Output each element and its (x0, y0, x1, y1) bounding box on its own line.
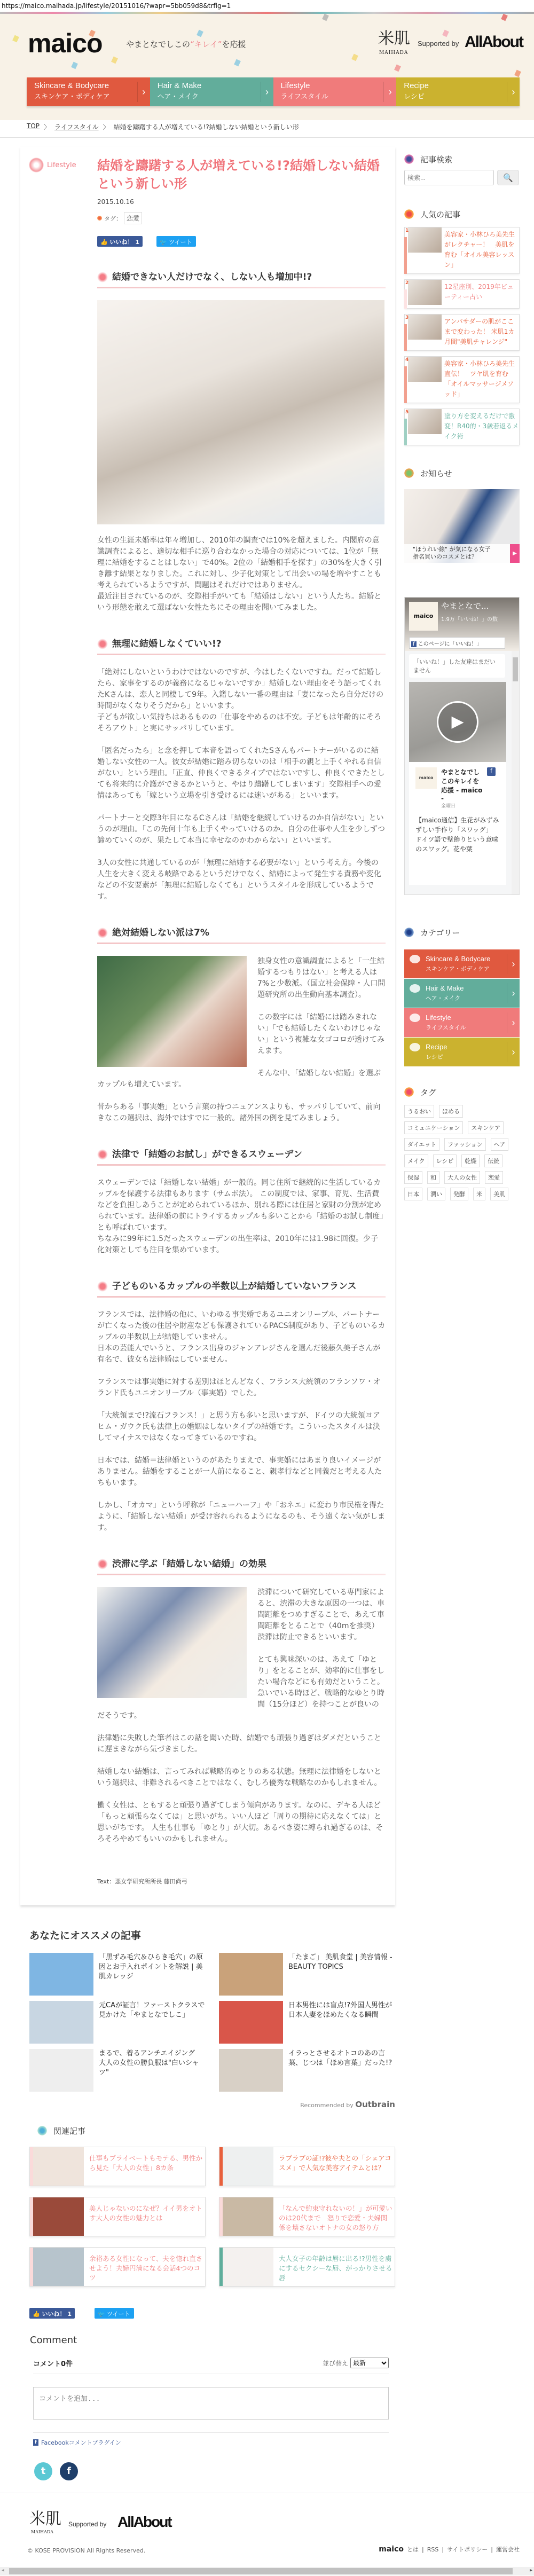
facebook-page-name[interactable]: やまとなで... (441, 601, 489, 611)
tag-icon (97, 216, 102, 221)
tag-link[interactable]: メイク (404, 1155, 428, 1167)
recommended-section (29, 1928, 395, 2092)
tag-link[interactable]: レシピ (433, 1155, 457, 1167)
chevron-right-icon: › (383, 82, 396, 102)
nav-tab-ja: レシピ (404, 92, 425, 100)
comment-count: コメント0件 (33, 2360, 73, 2368)
recommended-item[interactable] (219, 2049, 395, 2092)
category-en: Recipe (426, 1043, 447, 1051)
confetti (351, 54, 358, 61)
tag-link[interactable]: ヘア (491, 1138, 509, 1151)
related-item[interactable] (29, 2197, 206, 2236)
horizontal-scrollbar[interactable] (0, 2567, 534, 2575)
paragraph: 昔からある「事実婚」という言葉の持つニュアンスよりも、サッパリしていて、前向きなこの選択は、海外ではすでに一般的。諸外国の例を見てみましょう。 (97, 1103, 381, 1122)
chevron-right-icon: › (137, 82, 150, 102)
paragraph: そんな中、「結婚しない結婚」を選ぶカップルも増えています。 (97, 1069, 381, 1089)
recommended-item[interactable] (29, 1953, 206, 1996)
footer-link-maico[interactable]: maico (379, 2545, 404, 2554)
news-heading: お知らせ (404, 467, 520, 480)
paragraph: 渋滞について研究している専門家によると、渋滞の大きな原因の一つは、車間距離をつめすぎることで、あえて車間距離をとることで（40mを推奨）渋滞は防止できるといいます。 (257, 1588, 384, 1642)
comment-sort (323, 2358, 389, 2368)
dot-icon (37, 2126, 47, 2135)
post-author[interactable]: やまとなでしこのキレイを応援 - maico - 金曜日 (441, 768, 483, 809)
comment-heading: Comment (30, 2335, 77, 2346)
paragraph: フランスでは、法律婚の他に、いわゆる事実婚であるユニオンリーブル、パートナーが亡くなった後の住居や財産なども保護されているPACS制度があり、子どものいるカップルの半数以上が結婚していません。 日本の芸能人でいうと、フランス出身のジャンアレジさんを選んだ後藤久美子さんが有名で、彼女も法律婚はしていません。 (97, 1310, 386, 1364)
related-title: 仕事もプライベートもモテる、男性から見た「大人の女性」8カ条 (89, 2154, 203, 2172)
confetti (234, 59, 241, 67)
confetti (394, 65, 401, 72)
thumbs-up-icon: 👍 (100, 239, 108, 246)
maihada-logo[interactable]: 米肌 (29, 2510, 61, 2528)
confetti (501, 14, 508, 21)
nav-tab-en: Lifestyle (280, 81, 310, 90)
footer-link-rss[interactable]: RSS (427, 2546, 439, 2553)
recommended-title: まるで、着るアンチエイジング 大人の女性の勝負服は"白いシャツ" (99, 2049, 202, 2077)
tag-link[interactable]: 乾燥 (461, 1155, 480, 1167)
confetti (514, 70, 521, 77)
popular-title: アンバサダーの肌がここまで変わった！ 米肌1カ月間"美肌チャレンジ" (444, 318, 515, 345)
category-ja: ヘア・メイク (426, 995, 461, 1002)
comment-input[interactable] (33, 2387, 389, 2420)
related-item[interactable] (29, 2147, 206, 2186)
wedding-photo (97, 300, 384, 524)
copyright: © KOSE PROVISION All Rights Reserved. (27, 2547, 146, 2554)
main-column (0, 147, 534, 2575)
facebook-icon[interactable]: f (60, 2462, 78, 2480)
rank-number: 4 (405, 357, 409, 363)
breadcrumb-sep: 〉 (44, 123, 51, 131)
couple-cafe-photo (97, 956, 247, 1067)
article (97, 147, 386, 1886)
section-heading: 法律で「結婚のお試し」ができるスウェーデン (97, 1146, 386, 1166)
related-thumbnail (33, 2197, 84, 2236)
tag-label: タグ： (104, 215, 122, 222)
section-heading: 結婚できない人だけでなく、しない人も増加中!? (97, 269, 386, 288)
site-footer (0, 2493, 534, 2567)
facebook-like-button[interactable]: 👍 いいね！ 1 (97, 236, 143, 247)
sort-select[interactable] (350, 2358, 389, 2368)
related-grid (29, 2147, 395, 2287)
recommended-title: 日本男性には盲点!?外国人男性が日本人妻をほめたくなる瞬間 (288, 2001, 392, 2019)
facebook-comment-plugin-link[interactable]: f Facebookコメントプラグイン (33, 2438, 389, 2447)
facebook-icon: f (411, 641, 417, 647)
address-bar[interactable]: https://maico.maihada.jp/lifestyle/20151016/?wapr=5bb059d8&trflg=1 (0, 0, 534, 12)
related-item[interactable] (219, 2247, 395, 2287)
banner-caption: "ほうれい線" が気になる女子 指名買いのコスメとは？ (404, 544, 520, 563)
related-title: ラブラブの証!?彼や夫との「シェアコスメ」で人気な美容アイテムとは？ (279, 2154, 391, 2172)
chevron-right-icon: › (507, 983, 520, 1003)
facebook-icon: f (487, 767, 496, 776)
tag-link[interactable]: 大人の女性 (444, 1171, 480, 1184)
chevron-right-icon: › (507, 1012, 520, 1033)
tag-link[interactable]: コミュニケーション (404, 1121, 463, 1134)
share-buttons-bottom (29, 2308, 534, 2319)
tag-link[interactable]: ファッション (444, 1138, 486, 1151)
recommended-title: 「黒ずみ毛穴＆ひらき毛穴」の原因とお手入れポイントを解説 | 美肌カレッジ (99, 1953, 203, 1981)
recommended-grid (29, 1953, 395, 2092)
chevron-right-icon: › (507, 954, 520, 974)
related-item[interactable] (29, 2247, 206, 2287)
paragraph: とても興味深いのは、あえて「ゆとり」をとることが、効率的に仕事をしたい場合などにも有効だということ。急いでいる時ほど、戦略的なゆとり時間（15分ほど）を持つことが良いのだそうです。 (97, 1655, 384, 1720)
recommended-item[interactable] (29, 2049, 206, 2092)
tag-link[interactable]: 和 (427, 1171, 439, 1184)
tag-link[interactable]: 潤い (427, 1188, 445, 1200)
scroll-left-icon[interactable]: ◂ (2, 2567, 5, 2573)
nav-tab-ja: ライフスタイル (280, 92, 328, 100)
related-thumbnail (223, 2197, 273, 2236)
recommended-title: 元CAが証言！ファーストクラスで見かけた「やまとなでしこ」 (99, 2001, 205, 2019)
confetti (442, 30, 449, 37)
search-heading: 記事検索 (404, 153, 520, 166)
maihada-logo-sub: MAIHADA (379, 50, 409, 56)
tag-link[interactable]: 恋愛 (485, 1171, 503, 1184)
facebook-like-page-button[interactable]: f このページに「いいね！」 (409, 637, 505, 649)
confetti (322, 14, 329, 21)
paragraph: 法律婚に失敗した筆者はこの話を聞いた時、結婚でも頑張り過ぎはダメだということに遅まきながら気づきました。 (97, 1734, 381, 1754)
rank-number: 2 (405, 280, 409, 286)
chevron-right-icon: › (261, 82, 273, 102)
post-text: 【maico通信】生花がみずみずしい手作り「スワッグ」 ドイツ語で壁飾りという意味のスワッグ。花や葉 (415, 816, 499, 853)
recommended-heading: あなたにオススメの記事 (29, 1930, 141, 1942)
recommended-item[interactable] (29, 2001, 206, 2044)
tweet-button[interactable]: 🐦 ツイート (95, 2308, 134, 2319)
post-day: 金曜日 (441, 804, 456, 809)
section-heading: 無理に結婚しなくていい!? (97, 636, 386, 655)
related-item[interactable] (219, 2147, 395, 2186)
play-icon[interactable]: ▶ (437, 701, 478, 743)
section-heading: 子どものいるカップルの半数以上が結婚していないフランス (97, 1278, 386, 1298)
category-ja: スキンケア・ボディケア (426, 966, 490, 972)
paragraph: パートナーと交際3年目になるCさんは「結婚を継続していけるのか自信がない」というのが理由。「この先何十年も上手くやっていけるのか。自分の仕事や人生を少しずつ諦めていくのが、果たして本当に幸せなのかわからない」といいます。 (97, 814, 385, 845)
outbrain-credit[interactable]: Recommended by Outbrain (300, 2100, 395, 2109)
category-label: Lifestyle (47, 161, 76, 169)
paragraph: この数字には「結婚には踏みきれない」「でも結婚したくないわけじゃない」という複雑な女ゴコロが透けてみえます。 (257, 1013, 384, 1055)
paragraph: 日本では、結婚＝法律婚というのがあたりまえで、事実婚にはあまり良いイメージがありません。結婚をすることが一人前になること、親孝行などと同義だと考える人たちもいます。 (97, 1456, 382, 1487)
recommended-thumbnail (29, 2001, 93, 2044)
tweet-button[interactable]: 🐦 ツイート (156, 236, 196, 247)
allabout-logo[interactable]: AllAbout (117, 2514, 171, 2530)
recommended-thumbnail (219, 2001, 283, 2044)
footer-link-company[interactable]: 運営会社 (496, 2546, 520, 2553)
comment-section (30, 2335, 389, 2480)
confetti (12, 35, 19, 43)
breadcrumb (27, 122, 299, 131)
recommended-thumbnail (29, 2049, 93, 2092)
tag-link[interactable]: 伝統 (484, 1155, 502, 1167)
nav-tab-en: Hair & Make (157, 81, 202, 90)
recommended-item[interactable] (219, 1953, 395, 1996)
nav-tab[interactable] (27, 77, 150, 106)
breadcrumb-current: 結婚を躊躇する人が増えている!?結婚しない結婚という新しい形 (113, 123, 299, 131)
related-item[interactable] (219, 2197, 395, 2236)
thumbs-up-icon: 👍 (33, 2311, 40, 2318)
paragraph: 「大統領まで!?流石フランス！」と思う方も多いと思いますが、ドイツの大統領ヨアヒム・ガウク氏も法律上の婚姻はしないタイプの結婚です。こういったスタイルは決してマイナスではなくなってきているのですね。 (97, 1411, 380, 1442)
tag-link[interactable]: 保湿 (404, 1171, 422, 1184)
chevron-right-icon: › (507, 82, 520, 102)
tag-link[interactable]: うるおい (404, 1105, 434, 1118)
paragraph: 3人の女性に共通しているのが「無理に結婚する必要がない」という考え方。今後の人生を大きく変える岐路であるというだけでなく、結婚によって発生する責務や変化などの不安要素が「無理に結婚しなくても」というスタイルを形成しているようです。 (97, 859, 381, 901)
rank-number: 5 (405, 410, 409, 415)
related-title: 余裕ある女性になって、夫を惚れ直させよう！夫婦円満になる会話4つのコツ (89, 2255, 203, 2282)
scroll-right-icon[interactable]: ▸ (529, 2567, 532, 2573)
maico-page-avatar: maico (415, 767, 437, 789)
paragraph: 働く女性は、ともすると頑張り過ぎてしまう傾向があります。なのに、デキる人ほど「もっと頑張らなくては」と思いがち。いい人ほど「周りの期待に応えなくては」と思いがちです。 人生も仕事も「ゆとり」が大切。あるべき姿に縛られ過ぎるのは、そろそろやめてもいいのかもしれません。 (97, 1801, 383, 1843)
nav-tab[interactable] (150, 77, 273, 106)
nav-tab[interactable] (396, 77, 520, 106)
tag-link[interactable]: 恋愛 (124, 212, 142, 224)
maihada-logo[interactable]: 米肌 (378, 29, 410, 48)
related-thumbnail (223, 2147, 273, 2186)
tag-heading: タグ (404, 1086, 520, 1098)
tag-link[interactable]: ダイエット (404, 1138, 439, 1151)
paragraph: 結婚しない結婚は、言ってみれば戦略的ゆとりのある状態。無理に法律婚をしないという選択は、非難されるべきことではなく、むしろ優秀な戦略なのかもしれません。 (97, 1768, 382, 1787)
paragraph: しかし、「オカマ」という呼称が「ニューハーフ」や「おネエ」に変わり市民権を得たように、「結婚しない結婚」が受け容れられるようになるのも、そう遠くない気がします。 (97, 1501, 385, 1532)
category-heading: カテゴリー (404, 926, 520, 939)
popular-title: 12星座別、2019年ビューティー占い (444, 283, 514, 301)
section-heading: 絶対結婚しない派は7% (97, 925, 386, 944)
nav-tab-en: Skincare & Bodycare (34, 81, 109, 90)
category-ja: レシピ (426, 1054, 443, 1061)
twitter-icon: 🐦 (98, 2311, 105, 2318)
recommended-item[interactable] (219, 2001, 395, 2044)
related-thumbnail (33, 2248, 84, 2286)
divider (33, 2432, 389, 2433)
related-thumbnail (33, 2147, 84, 2186)
maico-page-avatar: maico (409, 602, 438, 631)
confetti (197, 30, 203, 37)
recommended-thumbnail (219, 1953, 283, 1996)
article-title: 結婚を躊躇する人が増えている!?結婚しない結婚という新しい形 (97, 158, 380, 191)
twitter-icon[interactable]: t (34, 2462, 52, 2480)
paragraph: 「絶対にしないというわけではないのですが、今はしたくないですね。だって結婚したら、家事をするのが義務になるじゃないですか」結婚しない理由をそう語ってくれたKさんは、恋人と同棲して9年。入籍しない一番の理由は「妻になったら自分だけの時間がなくなりそうだから」といいます。 子どもが欲しい気持ちはあるものの「仕事をやめるのは不安。子どもは年齢的にそろそろアウト」と実にサッパリしています。 (97, 668, 384, 733)
popular-title: 塗り方を変えるだけで激変！R40的・3歳若返るメイク術 (444, 412, 519, 440)
tag-link[interactable]: 日本 (404, 1188, 422, 1200)
nav-tab-en: Recipe (404, 81, 429, 90)
scrollbar-thumb[interactable] (9, 2568, 513, 2574)
article-tags (97, 212, 386, 224)
footer-links: maico とは | RSS | サイトポリシー | 運営会社 (379, 2545, 520, 2554)
divider (0, 137, 534, 138)
related-thumbnail (223, 2248, 273, 2286)
maihada-logo-sub: MAIHADA (31, 2530, 54, 2534)
heart-icon (29, 158, 44, 172)
tag-link[interactable]: 美肌 (490, 1188, 508, 1200)
share-buttons (97, 236, 386, 247)
maico-logo[interactable]: maico (28, 28, 103, 58)
paragraph: スウェーデンでは「結婚しない結婚」が一般的。同じ住所で継続的に生活しているカップルを保護する法律もあります（サムボ法）。 この制度では、家事、育児、生活費などを負担しあうことが定められているほか、別れる際には住居と家財の分割が定められています。法律婚の前にトライするカップルも多いことから「結婚のお試し制度」とも呼ばれています。 ちなみに99年に1.5だったスウェーデンの出生率は、2010年には1.98に回復。少子化対策としても注目を集めています。 (97, 1179, 384, 1254)
play-arrow-icon: ▶ (510, 544, 520, 563)
tag-link[interactable]: 発酵 (450, 1188, 468, 1200)
category-badge[interactable] (29, 158, 76, 172)
breadcrumb-sep: 〉 (103, 123, 109, 131)
recommended-thumbnail (29, 1953, 93, 1996)
nav-tab-ja: ヘア・メイク (157, 92, 199, 100)
paragraph: 独身女性の意識調査によると「一生結婚するつもりはない」と考える人は7%と少数派。（国立社会保障・人口問題研究所の出生動向基本調査）。 (257, 957, 386, 999)
paragraph: 女性の生涯未婚率は年々増加し、2010年の調査では10%を超えました。内閣府の意識調査によると、適切な相手に巡り合わなかった場合の対応については、1位が「無理に結婚をすることはしない」で40%。2位の「結婚相手を探す」の30%を大きく引き離す結果となりました。これに対し、少子化対策として出会いの場を増やすことも考えられているようですが、問題はそれだけではありません。 最近注目されているのが、交際相手がいても「結婚はしない」という人たち。結婚という形態を敢えて選ばない女性たちにその理由を聞いてみました。 (97, 536, 382, 612)
tag-link[interactable]: ほめる (439, 1105, 463, 1118)
author-credit: Text：悪女学研究所所長 藤田尚弓 (97, 1878, 187, 1885)
nav-tab-ja: スキンケア・ボディケア (34, 92, 110, 100)
supported-by: Supported by (68, 2520, 107, 2528)
recommended-title: 「たまご」 美肌食堂 | 美容情報 - BEAUTY TOPICS (288, 1953, 392, 1971)
category-nav (27, 77, 520, 106)
paragraph: 「匿名だったら」と念を押して本音を語ってくれたSさんもパートナーがいるのに結婚しない女性の一人。彼女が結婚に踏み切らないのは「相手の親と上手くやれる自信がない」という理由。「正直、仲良くできるタイプではないですし、仲良くできたとしても将来的に介護ができるかというと、やはり躊躇してしまいます」交際相手への愛情はあっても「嫁という立場を引き受けるには迷いがある」といいます。 (97, 747, 385, 800)
color-stripe (0, 12, 534, 14)
twitter-icon: 🐦 (160, 239, 167, 246)
popular-title: 美容家・小林ひろ美先生直伝！ ツヤ肌を育む「オイルマッサージメソッド」 (444, 360, 515, 398)
allabout-logo[interactable]: AllAbout (465, 33, 523, 51)
social-follow (34, 2462, 389, 2480)
category-en: Hair & Make (426, 984, 464, 992)
chevron-right-icon: › (507, 1042, 520, 1062)
related-title: 大人女子の年齢は唇に出る!?男性を虜にするセクシーな唇、がっかりさせる唇 (279, 2255, 392, 2282)
related-title: 美人じゃないのになぜ？イイ男をオトす大人の女性の魅力とは (89, 2204, 202, 2222)
recommended-thumbnail (219, 2049, 283, 2092)
section-heading: 渋滞に学ぶ「結婚しない結婚」の効果 (97, 1556, 386, 1575)
category-en: Lifestyle (426, 1014, 451, 1022)
category-ja: ライフスタイル (426, 1025, 466, 1031)
article-card (20, 147, 395, 1905)
rank-number: 1 (405, 228, 409, 233)
footer-link-policy[interactable]: サイトポリシー (447, 2546, 488, 2553)
breadcrumb-top[interactable]: TOP (27, 122, 40, 130)
paragraph: フランスでは事実婚に対する差別はほとんどなく、フランス大統領のフランソワ・オランド氏もユニオンリーブル（事実婚）でした。 (97, 1378, 381, 1397)
popular-title: 美容家・小林ひろ美先生がレクチャー！ 美肌を育む「オイル美容レッスン」 (444, 231, 515, 269)
tagline: やまとなでしこの“キレイ”を応援 (126, 40, 246, 49)
search-icon: 🔍 (503, 173, 513, 183)
couple-back-to-back-photo (97, 1587, 247, 1698)
facebook-like-button[interactable]: 👍 いいね！ 1 (29, 2308, 75, 2319)
sort-label: 並び替え (322, 2359, 348, 2367)
facebook-like-count: 1.9万「いいね！」の数 (441, 617, 498, 623)
article-date: 2015.10.16 (97, 198, 134, 206)
related-title: 「なんで約束守れないの！」が可愛いのは20代まで 怒りで恋愛・夫婦関係を壊さないオトナの女の怒り方 (279, 2204, 392, 2232)
comment-toolbar (30, 2358, 389, 2368)
tag-link[interactable]: スキンケア (468, 1121, 504, 1134)
recommended-title: イラっとさせるオトコのあの言葉、じつは「ほめ言葉」だった!? (288, 2049, 392, 2067)
nav-tab[interactable] (273, 77, 397, 106)
tag-link[interactable]: 米 (473, 1188, 485, 1200)
supported-by: Supported by (418, 40, 459, 48)
facebook-icon: f (33, 2439, 38, 2446)
confetti (71, 62, 78, 69)
confetti (111, 57, 118, 64)
category-en: Skincare & Bodycare (426, 955, 491, 963)
rank-number: 3 (405, 315, 409, 320)
breadcrumb-category[interactable]: ライフスタイル (54, 123, 99, 131)
popular-heading: 人気の記事 (404, 208, 520, 221)
related-heading: 関連記事 (37, 2124, 534, 2137)
friends-note: 「いいね！」した友達はまだいません (409, 654, 505, 678)
footer-link-about[interactable]: とは (407, 2546, 419, 2553)
